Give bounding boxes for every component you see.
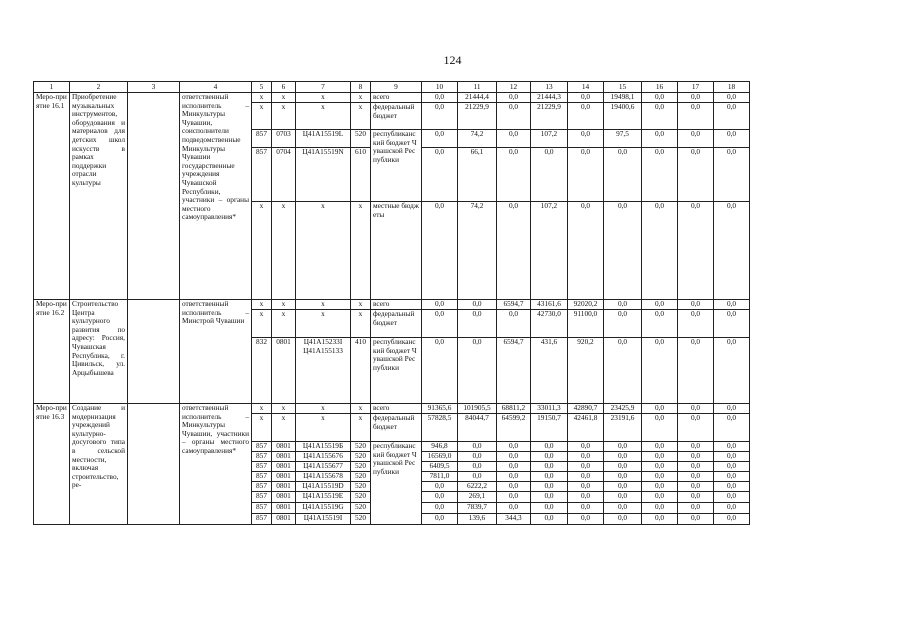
col-5-cell: 857 (252, 482, 272, 492)
table-body (34, 82, 750, 525)
col-16-cell: 0,0 (642, 514, 678, 525)
col-10-cell: 0,0 (422, 482, 458, 492)
col-13-cell: 43161,6 (531, 300, 568, 310)
col-12-cell: 344,3 (497, 514, 531, 525)
col-13-cell: 21229,9 (531, 103, 568, 130)
col-18-cell: 0,0 (714, 492, 750, 503)
col-5-cell: 857 (252, 492, 272, 503)
col-12-cell: 64599,2 (497, 414, 531, 442)
column-header-13: 13 (531, 82, 568, 93)
col-13-cell: 107,2 (531, 202, 568, 300)
col-13-cell: 431,6 (531, 338, 568, 404)
col-15-cell: 0,0 (604, 462, 642, 472)
col-17-cell: 0,0 (678, 452, 714, 462)
col-5-cell: 857 (252, 503, 272, 514)
col-17-cell: 0,0 (678, 503, 714, 514)
col-11-cell: 66,1 (458, 148, 497, 202)
col-5-cell: 857 (252, 462, 272, 472)
col-10-cell: 0,0 (422, 310, 458, 338)
col-7-cell: x (296, 310, 351, 338)
col-14-cell: 91100,0 (568, 310, 604, 338)
col-18-cell: 0,0 (714, 414, 750, 442)
col-10-cell: 0,0 (422, 130, 458, 148)
col-7-cell: Ц41А15519L (296, 130, 351, 148)
col-5-cell: 857 (252, 130, 272, 148)
col-8-cell: 520 (351, 462, 371, 472)
col-12-cell: 0,0 (497, 462, 531, 472)
col-5-cell: 857 (252, 148, 272, 202)
col-11-cell: 0,0 (458, 338, 497, 404)
col-6-cell: x (272, 103, 296, 130)
col-5-cell: x (252, 103, 272, 130)
column-header-5: 5 (252, 82, 272, 93)
col-10-cell: 0,0 (422, 202, 458, 300)
col-8-cell: x (351, 414, 371, 442)
col-11-cell: 0,0 (458, 300, 497, 310)
col-6-cell: x (272, 300, 296, 310)
col-5-cell: x (252, 93, 272, 103)
col-17-cell: 0,0 (678, 414, 714, 442)
col-13-cell: 0,0 (531, 452, 568, 462)
column-header-17: 17 (678, 82, 714, 93)
col-5-cell: x (252, 202, 272, 300)
col-17-cell: 0,0 (678, 404, 714, 414)
event-id: Меро-приятие 16.3 (34, 404, 70, 525)
col-8-cell: 520 (351, 452, 371, 462)
col-13-cell: 0,0 (531, 472, 568, 482)
event-executor: ответственный исполнитель – Минкультуры Чувашии, соисполнители подведомственные Минкультуры Чувашии государственные учреждения Чувашской Республики, участники – органы местного самоуправления* (180, 93, 252, 300)
col-5-cell: x (252, 310, 272, 338)
budget-source: федеральный бюджет (371, 310, 422, 338)
col-7-cell: Ц41А15519E (296, 492, 351, 503)
col-11-cell: 21229,9 (458, 103, 497, 130)
col-13-cell: 19150,7 (531, 414, 568, 442)
col-18-cell: 0,0 (714, 310, 750, 338)
budget-source: республиканский бюджет Чувашской Республики (371, 338, 422, 404)
col-10-cell: 57828,5 (422, 414, 458, 442)
column-header-15: 15 (604, 82, 642, 93)
col-13-cell: 0,0 (531, 503, 568, 514)
col-15-cell: 23191,6 (604, 414, 642, 442)
col-6-cell: 0801 (272, 462, 296, 472)
budget-source: федеральный бюджет (371, 414, 422, 442)
col-11-cell: 0,0 (458, 462, 497, 472)
col-11-cell: 74,2 (458, 202, 497, 300)
col-17-cell: 0,0 (678, 472, 714, 482)
col-15-cell: 0,0 (604, 338, 642, 404)
col-7-cell: Ц41А15519Б (296, 442, 351, 452)
col-15-cell: 0,0 (604, 472, 642, 482)
col-11-cell: 7839,7 (458, 503, 497, 514)
col-17-cell: 0,0 (678, 93, 714, 103)
col-15-cell: 19498,1 (604, 93, 642, 103)
col-8-cell: 520 (351, 503, 371, 514)
col-7-cell: x (296, 202, 351, 300)
col-11-cell: 6222,2 (458, 482, 497, 492)
col-6-cell: x (272, 404, 296, 414)
col-16-cell: 0,0 (642, 202, 678, 300)
event-id: Меро-приятие 16.2 (34, 300, 70, 404)
col-7-cell: Ц41А155676 (296, 452, 351, 462)
col-10-cell: 0,0 (422, 93, 458, 103)
col-16-cell: 0,0 (642, 404, 678, 414)
col-8-cell: 520 (351, 514, 371, 525)
col-8-cell: x (351, 93, 371, 103)
col-12-cell: 6594,7 (497, 300, 531, 310)
col-8-cell: 520 (351, 492, 371, 503)
col-8-cell: 410 (351, 338, 371, 404)
col-8-cell: 610 (351, 148, 371, 202)
col-18-cell: 0,0 (714, 472, 750, 482)
col-11-cell: 269,1 (458, 492, 497, 503)
col-10-cell: 0,0 (422, 492, 458, 503)
empty-cell (128, 300, 180, 404)
page-number: 124 (443, 53, 462, 67)
col-18-cell: 0,0 (714, 338, 750, 404)
col-12-cell: 6594,7 (497, 338, 531, 404)
col-10-cell: 7811,0 (422, 472, 458, 482)
col-16-cell: 0,0 (642, 148, 678, 202)
col-7-cell: x (296, 404, 351, 414)
col-5-cell: 857 (252, 472, 272, 482)
col-15-cell: 0,0 (604, 310, 642, 338)
col-18-cell: 0,0 (714, 130, 750, 148)
table-row (34, 300, 750, 310)
col-18-cell: 0,0 (714, 452, 750, 462)
col-15-cell: 0,0 (604, 452, 642, 462)
budget-source: всего (371, 300, 422, 310)
col-6-cell: x (272, 310, 296, 338)
col-16-cell: 0,0 (642, 130, 678, 148)
col-12-cell: 68811,2 (497, 404, 531, 414)
event-name: Приобретение музыкальных инструментов, оборудования и материалов для детских школ искусств в рамках поддержки отрасли культуры (70, 93, 128, 300)
column-header-4: 4 (180, 82, 252, 93)
col-5-cell: 857 (252, 514, 272, 525)
col-16-cell: 0,0 (642, 492, 678, 503)
col-5-cell: x (252, 300, 272, 310)
column-header-2: 2 (70, 82, 128, 93)
col-6-cell: 0801 (272, 514, 296, 525)
col-18-cell: 0,0 (714, 503, 750, 514)
col-17-cell: 0,0 (678, 492, 714, 503)
col-13-cell: 0,0 (531, 148, 568, 202)
column-header-1: 1 (34, 82, 70, 93)
col-10-cell: 0,0 (422, 338, 458, 404)
col-7-cell: x (296, 300, 351, 310)
col-5-cell: 857 (252, 442, 272, 452)
col-16-cell: 0,0 (642, 310, 678, 338)
column-header-9: 9 (371, 82, 422, 93)
col-8-cell: 520 (351, 442, 371, 452)
col-15-cell: 97,5 (604, 130, 642, 148)
col-8-cell: 520 (351, 482, 371, 492)
col-10-cell: 0,0 (422, 514, 458, 525)
col-13-cell: 0,0 (531, 442, 568, 452)
col-17-cell: 0,0 (678, 310, 714, 338)
col-10-cell: 6409,5 (422, 462, 458, 472)
col-6-cell: x (272, 202, 296, 300)
col-16-cell: 0,0 (642, 103, 678, 130)
col-16-cell: 0,0 (642, 462, 678, 472)
col-7-cell: x (296, 103, 351, 130)
col-6-cell: 0703 (272, 130, 296, 148)
col-7-cell: Ц41А15233I Ц41А155133 (296, 338, 351, 404)
col-12-cell: 0,0 (497, 202, 531, 300)
col-11-cell: 84044,7 (458, 414, 497, 442)
col-14-cell: 42890,7 (568, 404, 604, 414)
col-18-cell: 0,0 (714, 148, 750, 202)
col-13-cell: 0,0 (531, 462, 568, 472)
col-14-cell: 0,0 (568, 472, 604, 482)
col-14-cell: 92020,2 (568, 300, 604, 310)
col-18-cell: 0,0 (714, 482, 750, 492)
col-15-cell: 0,0 (604, 492, 642, 503)
col-17-cell: 0,0 (678, 103, 714, 130)
col-12-cell: 0,0 (497, 93, 531, 103)
col-14-cell: 0,0 (568, 452, 604, 462)
col-15-cell: 0,0 (604, 300, 642, 310)
col-8-cell: x (351, 404, 371, 414)
col-14-cell: 920,2 (568, 338, 604, 404)
col-12-cell: 0,0 (497, 310, 531, 338)
col-15-cell: 23425,9 (604, 404, 642, 414)
col-14-cell: 0,0 (568, 514, 604, 525)
col-12-cell: 0,0 (497, 472, 531, 482)
col-11-cell: 139,6 (458, 514, 497, 525)
col-5-cell: x (252, 404, 272, 414)
col-14-cell: 0,0 (568, 492, 604, 503)
col-12-cell: 0,0 (497, 103, 531, 130)
col-14-cell: 0,0 (568, 202, 604, 300)
col-18-cell: 0,0 (714, 462, 750, 472)
col-18-cell: 0,0 (714, 103, 750, 130)
col-6-cell: x (272, 93, 296, 103)
event-executor: ответственный исполнитель – Минкультуры Чувашии, участники – органы местного самоуправления* (180, 404, 252, 525)
col-17-cell: 0,0 (678, 442, 714, 452)
col-14-cell: 0,0 (568, 503, 604, 514)
col-11-cell: 101905,5 (458, 404, 497, 414)
col-18-cell: 0,0 (714, 404, 750, 414)
col-14-cell: 0,0 (568, 93, 604, 103)
col-15-cell: 0,0 (604, 202, 642, 300)
col-6-cell: 0801 (272, 492, 296, 503)
col-17-cell: 0,0 (678, 148, 714, 202)
col-14-cell: 0,0 (568, 148, 604, 202)
col-5-cell: 832 (252, 338, 272, 404)
col-5-cell: x (252, 414, 272, 442)
col-16-cell: 0,0 (642, 93, 678, 103)
event-name: Создание и модернизация учреждений культурно-досугового типа в сельской местности, включая строительство, ре- (70, 404, 128, 525)
column-header-11: 11 (458, 82, 497, 93)
col-13-cell: 0,0 (531, 482, 568, 492)
col-8-cell: x (351, 310, 371, 338)
col-8-cell: 520 (351, 472, 371, 482)
col-6-cell: x (272, 414, 296, 442)
empty-cell (128, 404, 180, 525)
col-14-cell: 0,0 (568, 462, 604, 472)
col-18-cell: 0,0 (714, 202, 750, 300)
column-header-12: 12 (497, 82, 531, 93)
col-12-cell: 0,0 (497, 130, 531, 148)
budget-source: местные бюджеты (371, 202, 422, 300)
col-16-cell: 0,0 (642, 452, 678, 462)
col-16-cell: 0,0 (642, 482, 678, 492)
col-12-cell: 0,0 (497, 492, 531, 503)
column-header-14: 14 (568, 82, 604, 93)
budget-table (33, 81, 750, 525)
col-13-cell: 21444,3 (531, 93, 568, 103)
col-6-cell: 0801 (272, 452, 296, 462)
col-6-cell: 0801 (272, 482, 296, 492)
table-row (34, 93, 750, 103)
col-17-cell: 0,0 (678, 130, 714, 148)
col-16-cell: 0,0 (642, 414, 678, 442)
budget-source: всего (371, 93, 422, 103)
col-16-cell: 0,0 (642, 503, 678, 514)
column-header-8: 8 (351, 82, 371, 93)
col-7-cell: x (296, 414, 351, 442)
budget-source: всего (371, 404, 422, 414)
col-17-cell: 0,0 (678, 482, 714, 492)
column-header-18: 18 (714, 82, 750, 93)
col-10-cell: 0,0 (422, 300, 458, 310)
col-7-cell: x (296, 93, 351, 103)
col-5-cell: 857 (252, 452, 272, 462)
event-id: Меро-приятие 16.1 (34, 93, 70, 300)
col-14-cell: 0,0 (568, 103, 604, 130)
column-header-16: 16 (642, 82, 678, 93)
budget-source: федеральный бюджет (371, 103, 422, 130)
col-11-cell: 0,0 (458, 472, 497, 482)
col-11-cell: 0,0 (458, 452, 497, 462)
col-18-cell: 0,0 (714, 93, 750, 103)
table-row (34, 404, 750, 414)
col-15-cell: 19400,6 (604, 103, 642, 130)
col-17-cell: 0,0 (678, 338, 714, 404)
col-16-cell: 0,0 (642, 300, 678, 310)
column-header-7: 7 (296, 82, 351, 93)
col-15-cell: 0,0 (604, 503, 642, 514)
col-13-cell: 107,2 (531, 130, 568, 148)
col-6-cell: 0801 (272, 338, 296, 404)
col-11-cell: 74,2 (458, 130, 497, 148)
col-10-cell: 946,8 (422, 442, 458, 452)
col-10-cell: 16569,0 (422, 452, 458, 462)
budget-source: республиканский бюджет Чувашской Республики (371, 130, 422, 202)
event-name: Строительство Центра культурного развития по адресу: Россия, Чувашская Республика, г. Цивильск, ул. Арцыбышева (70, 300, 128, 404)
col-16-cell: 0,0 (642, 338, 678, 404)
col-17-cell: 0,0 (678, 462, 714, 472)
col-13-cell: 0,0 (531, 492, 568, 503)
col-14-cell: 42461,8 (568, 414, 604, 442)
col-13-cell: 42730,0 (531, 310, 568, 338)
col-12-cell: 0,0 (497, 148, 531, 202)
col-13-cell: 0,0 (531, 514, 568, 525)
col-17-cell: 0,0 (678, 202, 714, 300)
col-12-cell: 0,0 (497, 442, 531, 452)
col-12-cell: 0,0 (497, 482, 531, 492)
col-14-cell: 0,0 (568, 130, 604, 148)
col-18-cell: 0,0 (714, 442, 750, 452)
col-12-cell: 0,0 (497, 452, 531, 462)
col-18-cell: 0,0 (714, 514, 750, 525)
col-15-cell: 0,0 (604, 442, 642, 452)
col-10-cell: 0,0 (422, 503, 458, 514)
empty-cell (128, 93, 180, 300)
col-7-cell: Ц41А15519N (296, 148, 351, 202)
col-6-cell: 0801 (272, 442, 296, 452)
col-17-cell: 0,0 (678, 514, 714, 525)
col-16-cell: 0,0 (642, 442, 678, 452)
col-7-cell: Ц41А15519I (296, 514, 351, 525)
col-11-cell: 0,0 (458, 310, 497, 338)
col-11-cell: 21444,4 (458, 93, 497, 103)
col-6-cell: 0801 (272, 472, 296, 482)
col-8-cell: x (351, 103, 371, 130)
col-6-cell: 0801 (272, 503, 296, 514)
col-8-cell: x (351, 202, 371, 300)
event-executor: ответственный исполнитель – Минстрой Чувашии (180, 300, 252, 404)
col-7-cell: Ц41А15519G (296, 503, 351, 514)
col-13-cell: 33011,3 (531, 404, 568, 414)
col-17-cell: 0,0 (678, 300, 714, 310)
col-16-cell: 0,0 (642, 472, 678, 482)
col-14-cell: 0,0 (568, 482, 604, 492)
header-row (34, 82, 750, 93)
col-15-cell: 0,0 (604, 148, 642, 202)
col-7-cell: Ц41А155677 (296, 462, 351, 472)
col-14-cell: 0,0 (568, 442, 604, 452)
col-11-cell: 0,0 (458, 442, 497, 452)
col-12-cell: 0,0 (497, 503, 531, 514)
column-header-10: 10 (422, 82, 458, 93)
col-6-cell: 0704 (272, 148, 296, 202)
col-10-cell: 0,0 (422, 103, 458, 130)
col-15-cell: 0,0 (604, 482, 642, 492)
column-header-3: 3 (128, 82, 180, 93)
col-8-cell: x (351, 300, 371, 310)
col-7-cell: Ц41А155678 (296, 472, 351, 482)
col-15-cell: 0,0 (604, 514, 642, 525)
col-18-cell: 0,0 (714, 300, 750, 310)
col-8-cell: 520 (351, 130, 371, 148)
col-10-cell: 91365,6 (422, 404, 458, 414)
column-header-6: 6 (272, 82, 296, 93)
budget-source: республиканский бюджет Чувашской Республики (371, 442, 422, 525)
col-7-cell: Ц41А15519D (296, 482, 351, 492)
col-10-cell: 0,0 (422, 148, 458, 202)
